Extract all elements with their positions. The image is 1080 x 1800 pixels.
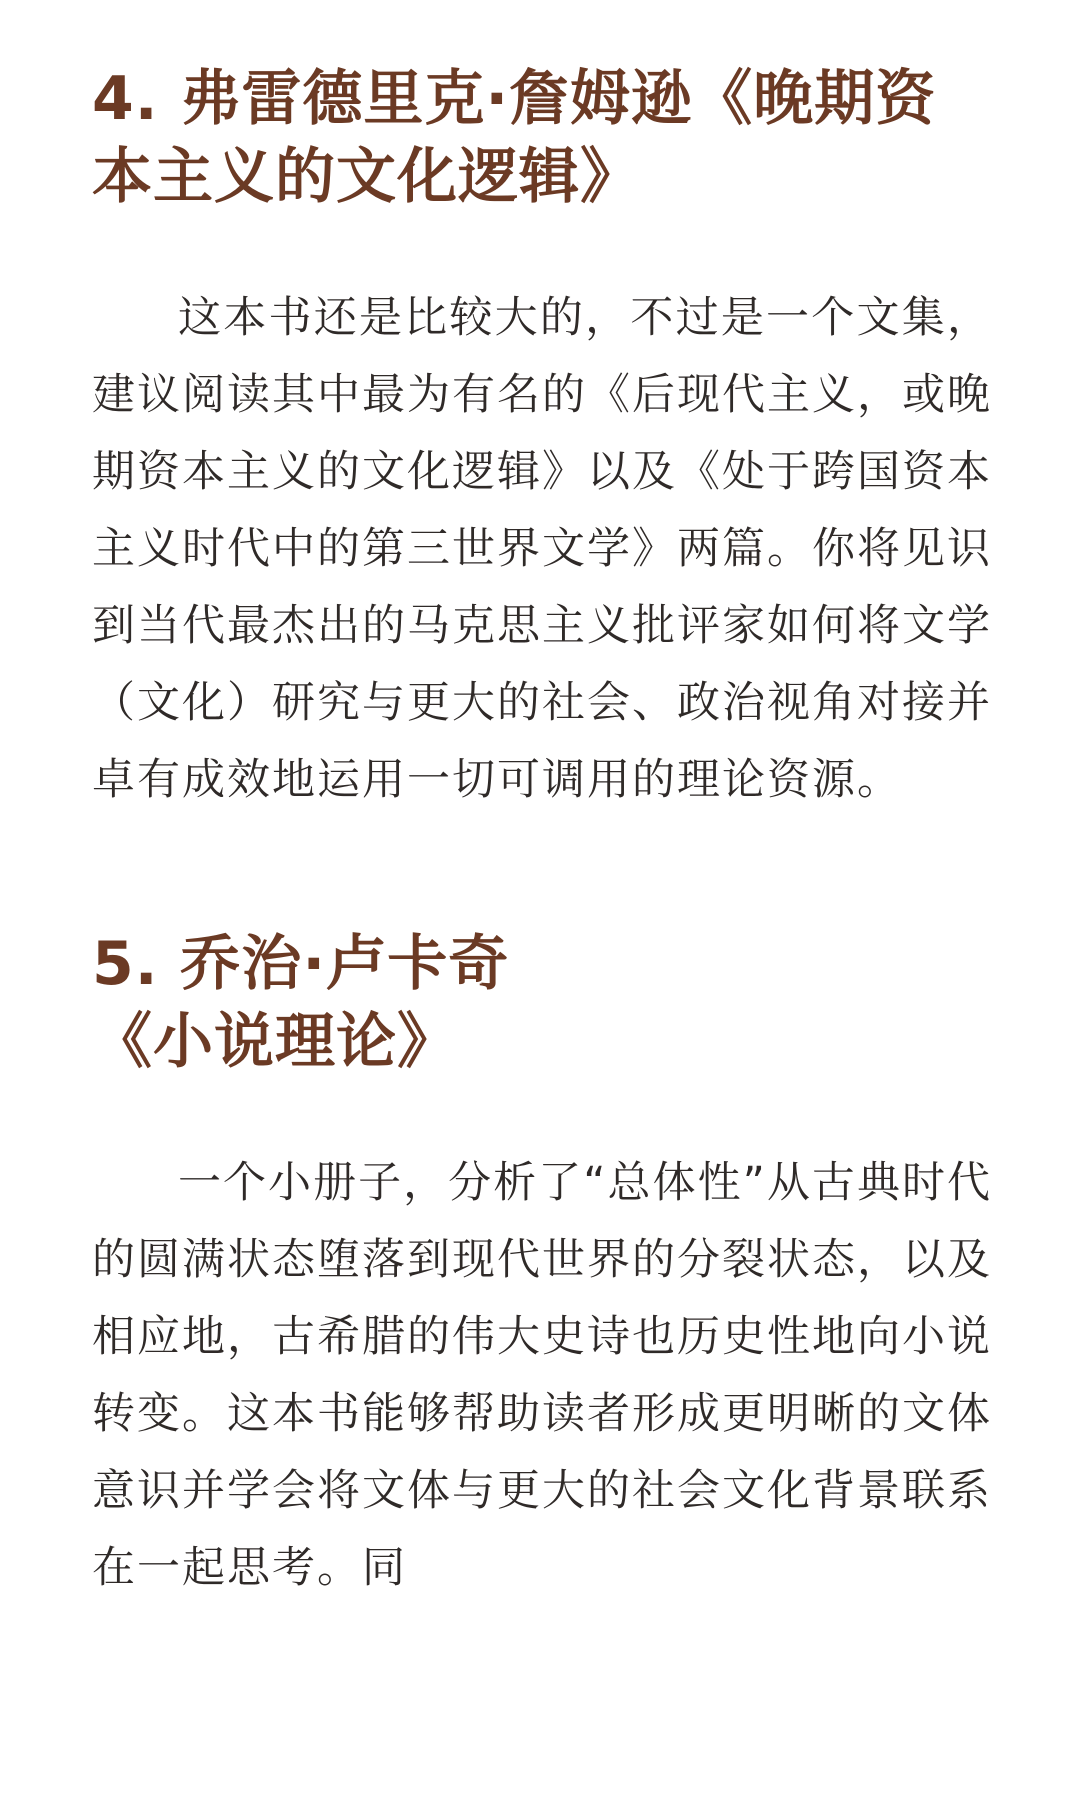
section-4-title [92,60,992,216]
section-5-paragraph: 一个小册子，分析了“总体性”从古典时代的圆满状态堕落到现代世界的分裂状态，以及相应地，古希腊的伟大史诗也历史性地向小说转变。这本书能够帮助读者形成更明晰的文体意识并学会将文体与更大的社会文化背景联系在一起思考。同 [92,1158,992,1593]
section-5-title [92,925,992,1081]
section-5-title-line-2: 《小说理论》 [92,1007,458,1077]
section-5-title-line-1: 5. 乔治·卢卡奇 [92,929,510,999]
section-4-title-line-2: 本主义的文化逻辑》 [92,142,641,212]
section-4-paragraph: 这本书还是比较大的，不过是一个文集，建议阅读其中最为有名的《后现代主义，或晚期资本主义的文化逻辑》以及《处于跨国资本主义时代中的第三世界文学》两篇。你将见识到当代最杰出的马克思主义批评家如何将文学（文化）研究与更大的社会、政治视角对接并卓有成效地运用一切可调用的理论资源。 [92,293,992,805]
section-4-title-line-1: 4. 弗雷德里克·詹姆逊《晚期资 [92,64,937,134]
